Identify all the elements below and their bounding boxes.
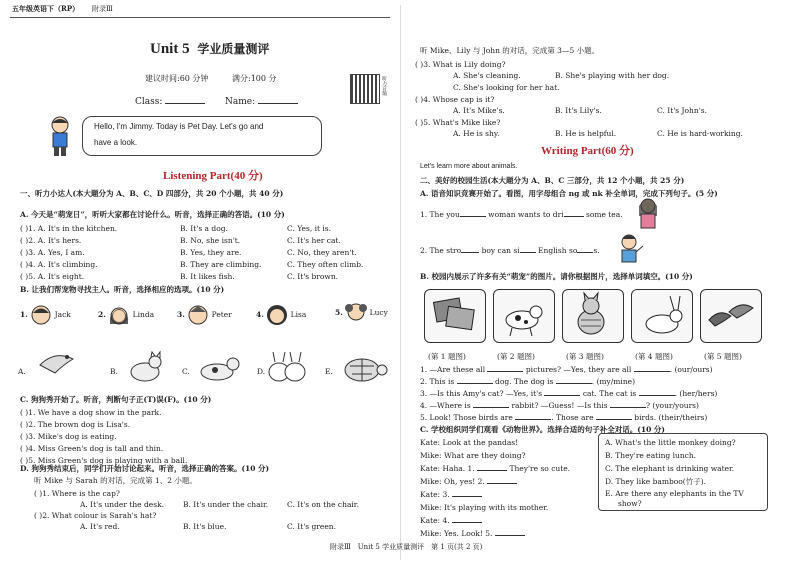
blank-b5a[interactable] [515,419,551,420]
qr-label: 听力音频 [381,76,387,96]
dialogue-line-7: Kate: 4. [420,516,482,525]
partC-q2[interactable]: ( )2. The brown dog is Lisa's. [20,420,131,429]
partD-q2-optC[interactable]: C. It's green. [287,522,336,531]
class-blank[interactable] [165,103,205,104]
blank-b4a[interactable] [473,407,509,408]
partA-title: A. 今天是“萌宠日”，听听大家都在讨论什么。听音，选择正确的答语。(10 分) [20,210,285,219]
partD-q1-optA[interactable]: A. It's under the desk. [80,500,165,509]
writing-title: Writing Part(60 分) [541,145,634,157]
blank-c3[interactable] [452,496,482,497]
page-divider [400,5,401,560]
partD-q3-optB[interactable]: B. She's playing with her dog. [555,71,670,80]
pic-label-1: (第 1 题图) [428,352,466,361]
blank-b4b[interactable] [610,407,646,408]
partD-q3-optC[interactable]: C. She's looking for her hat. [453,83,560,92]
part2A-sentence1: 1. The you woman wants to dri some tea. [420,210,623,219]
part2B-q2: 2. This is dog. The dog is . (my/mine) [420,377,636,386]
dialogue-line-6: Mike: It's playing with its mother. [420,503,549,512]
blank-b3a[interactable] [544,395,580,396]
partD-q4-optC[interactable]: C. It's John's. [657,106,707,115]
blank-2c[interactable] [577,252,593,253]
rabbit-icon [632,290,692,342]
blank-b3b[interactable] [639,395,675,396]
part2B-q4: 4. —Where is rabbit? —Guess! —Is this ? (your/yours) [420,401,699,410]
blank-c1[interactable] [477,470,507,471]
birds-icon [701,290,761,342]
pic-label-2: (第 2 题图) [497,352,535,361]
woman-drinking-icon [630,196,666,230]
partC-q1[interactable]: ( )1. We have a dog show in the park. [20,408,162,417]
option-b: B. They're eating lunch. [605,451,697,460]
class-field[interactable] [135,97,205,108]
blank-b5b[interactable] [596,419,632,420]
blank-c2[interactable] [487,483,517,484]
partA-q2-optC[interactable]: C. It's her cat. [287,236,341,245]
partD-q5-optC[interactable]: C. He is hard-working. [657,129,743,138]
partA-q2-stem[interactable]: ( )2. A. It's hers. [20,236,82,245]
dialogue-line-8: Mike: Yes. Look! 5. [420,529,525,538]
jack-face-icon [30,304,52,326]
part2B-q3: 3. —Is this Amy's cat? —Yes, it's cat. The cat is . (her/hers) [420,389,718,398]
cat-icon [125,350,165,385]
blank-b2b[interactable] [556,383,592,384]
dialogue-line-2: Mike: What are they doing? [420,451,526,460]
partD-q4-optB[interactable]: B. It's Lily's. [555,106,602,115]
partC-title: C. 狗狗秀开始了。听音，判断句子正(T)误(F)。(10 分) [20,395,212,404]
cat-picture [562,289,624,343]
partA-q5-stem[interactable]: ( )5. A. It's eight. [20,272,85,281]
part2A-title: A. 语音知识竞赛开始了。看图，用字母组合 ng 或 nk 补全单词，完成下列句子。(5 分) [420,189,718,198]
option-e: E. Are there any elephants in the TV [605,489,744,498]
partA-q5-optC[interactable]: C. It's brown. [287,272,339,281]
intro-line1: Hello, I'm Jimmy. Today is Pet Day. Let's go and [94,122,264,131]
dialogue-line-5: Kate: 3. [420,490,482,499]
partD-q5-optA[interactable]: A. He is shy. [453,129,500,138]
full-score: 满分:100 分 [232,74,277,83]
pic-label-5: (第 5 题图) [704,352,742,361]
blank-c4[interactable] [452,522,482,523]
pet-option-b[interactable]: B. [110,367,118,376]
part1-title: 一、听力小达人(本大题分为 A、B、C、D 四部分，共 20 个小题，共 40 分) [20,189,284,198]
part2-title: 二、美好的校园生活(本大题分为 A、B、C 三部分，共 12 个小题，共 25 分) [420,176,685,185]
boy-singing-icon [612,232,646,270]
partA-q1-stem[interactable]: ( )1. A. It's in the kitchen. [20,224,118,233]
name-field[interactable] [225,97,298,108]
pet-option-a[interactable]: A. [18,367,26,376]
blank-c5[interactable] [495,535,525,536]
partD-q1-optC[interactable]: C. It's on the chair. [287,500,359,509]
book-label: 五年级英语下（RP） [12,4,80,13]
rabbits-icon [265,350,310,385]
blank-2a[interactable] [461,252,479,253]
partA-q1-optC[interactable]: C. Yes, it is. [287,224,332,233]
linda-face-icon [108,304,130,326]
qr-code-icon[interactable] [350,74,380,104]
header-rule [10,17,390,18]
person-5: 5. Lucy [335,300,388,326]
photos-icon [425,290,485,342]
blank-b1b[interactable] [634,371,670,372]
partD-subtitle2: 听 Mike、Lily 与 John 的对话，完成第 3—5 小题。 [420,46,600,55]
option-c: C. The elephant is drinking water. [605,464,735,473]
part2B-q1: 1. —Are these all pictures? —Yes, they are all . (our/ours) [420,365,713,374]
partD-subtitle1: 听 Mike 与 Sarah 的对话，完成第 1、2 小题。 [34,476,197,485]
partD-q3-stem[interactable]: ( )3. What is Lily doing? [415,60,506,69]
partD-q1-optB[interactable]: B. It's under the chair. [183,500,269,509]
blank-b1a[interactable] [487,371,523,372]
partA-q1-optB[interactable]: B. It's a dog. [180,224,228,233]
partA-q3-stem[interactable]: ( )3. A. Yes, I am. [20,248,85,257]
pet-option-c[interactable]: C. [182,367,190,376]
lisa-face-icon [266,304,288,326]
partB-title: B. 让我们帮宠物寻找主人。听音，选择相应的选项。(10 分) [20,285,225,294]
title-rest: 学业质量测评 [197,42,270,56]
partD-title: D. 狗狗秀结束后，同学们开始讨论起来。听音，选择正确的答案。(10 分) [20,464,270,473]
peter-face-icon [187,304,209,326]
partD-q4-stem[interactable]: ( )4. Whose cap is it? [415,95,495,104]
appendix-label: 附录Ⅲ [92,5,113,13]
name-label: Name: [225,97,256,107]
striped-cat-icon [563,290,623,342]
option-a: A. What's the little monkey doing? [605,438,736,447]
rabbit-picture [631,289,693,343]
part2B-title: B. 校园内展示了许多有关“萌宠”的图片。请你根据图片，选择单词填空。(10 分) [420,272,693,281]
partA-q3-optC[interactable]: C. No, they aren't. [287,248,357,257]
part2B-q5: 5. Look! Those birds are . Those are birds. (their/theirs) [420,413,708,422]
pet-option-e[interactable]: E. [325,367,333,376]
lucy-face-icon [345,300,367,326]
dialogue-line-4: Mike: Oh, yes! 2. [420,477,517,486]
class-label: Class: [135,97,163,107]
pic-label-4: (第 4 题图) [635,352,673,361]
person-1: 1. Jack [20,304,71,326]
partD-q4-optA[interactable]: A. It's Mike's. [453,106,505,115]
partD-q5-stem[interactable]: ( )5. What's Mike like? [415,118,501,127]
blank-1b[interactable] [564,216,584,217]
partD-q2-optA[interactable]: A. It's red. [80,522,120,531]
part2C-title: C. 学校组织同学们观看《动物世界》。选择合适的句子补全对话。(10 分) [420,425,665,434]
option-d: D. They like bamboo(竹子). [605,477,707,486]
partD-q1-stem[interactable]: ( )1. Where is the cap? [34,489,120,498]
birds-picture [700,289,762,343]
partC-q4[interactable]: ( )4. Miss Green's dog is tall and thin. [20,444,164,453]
suggested-time: 建议时间:60 分钟 [145,74,209,83]
blank-2b[interactable] [520,252,536,253]
pic-label-3: (第 3 题图) [566,352,604,361]
partA-q3-optB[interactable]: B. Yes, they are. [180,248,242,257]
partD-q2-optB[interactable]: B. It's blue. [183,522,227,531]
photos-picture [424,289,486,343]
option-e-cont: show? [618,499,642,508]
blank-b2a[interactable] [457,383,493,384]
intro-line2: have a look. [94,138,138,147]
partD-q3-optA[interactable]: A. She's cleaning. [453,71,521,80]
part2A-sentence2: 2. The stro boy can si English so s. [420,246,600,255]
listening-title: Listening Part(40 分) [163,170,263,182]
dog-picture [493,289,555,343]
dialogue-line-1: Kate: Look at the pandas! [420,438,519,447]
title-unit: Unit 5 [150,41,190,57]
partA-q2-optB[interactable]: B. No, she isn't. [180,236,241,245]
dialogue-line-3: Kate: Haha. 1. They're so cute. [420,464,571,473]
partA-q4-stem[interactable]: ( )4. A. It's climbing. [20,260,98,269]
dog-icon [195,352,243,384]
partA-q4-optB[interactable]: B. They are climbing. [180,260,262,269]
partA-q5-optB[interactable]: B. It likes fish. [180,272,235,281]
page-footer: 附录Ⅲ Unit 5 学业质量测评 第 1 页(共 2 页) [330,543,483,551]
bird-icon [35,345,80,380]
page-title [150,40,269,58]
jimmy-figure [45,115,75,157]
blank-1a[interactable] [460,216,486,217]
partD-q2-stem[interactable]: ( )2. What colour is Sarah's hat? [34,511,157,520]
partC-q3[interactable]: ( )3. Mike's dog is eating. [20,432,117,441]
partC-q5[interactable]: ( )5. Miss Green's dog is playing with a ball. [20,456,188,465]
turtle-icon [338,350,388,385]
spotted-dog-icon [494,290,554,342]
person-2: 2. Linda [98,304,154,326]
partA-q4-optC[interactable]: C. They often climb. [287,260,364,269]
partD-q5-optB[interactable]: B. He is helpful. [555,129,617,138]
person-4: 4. Lisa [256,304,306,326]
person-3: 3. Peter [177,304,232,326]
pet-option-d[interactable]: D. [257,367,266,376]
animals-intro: Let's learn more about animals. [420,163,518,170]
name-blank[interactable] [258,103,298,104]
